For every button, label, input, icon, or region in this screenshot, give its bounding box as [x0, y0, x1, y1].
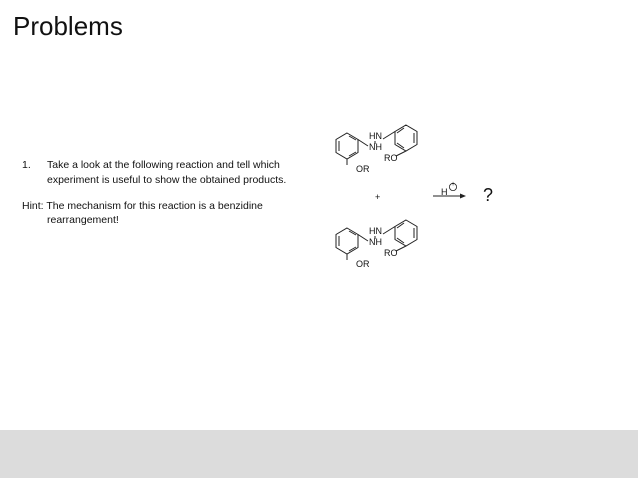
product-question-mark: ?: [483, 185, 494, 205]
m2-hn-label: HN: [369, 226, 382, 236]
question-number: 1.: [22, 159, 31, 171]
m2-or-label: OR: [356, 259, 370, 269]
m2-nh-label: NH: [369, 237, 382, 247]
footer-bar: [0, 430, 638, 478]
question-text: Take a look at the following reaction and tell which experiment is useful to show the obtained products.: [47, 159, 287, 186]
reagent-label: H: [441, 187, 448, 197]
hint-line-2: rearrangement!: [47, 214, 119, 226]
hint-line-1: Hint: The mechanism for this reaction is a benzidine: [22, 200, 263, 212]
m1-hn-label: HN: [369, 131, 382, 141]
m1-nh-label: NH: [369, 142, 382, 152]
slide-title: Problems: [13, 11, 123, 41]
plus-sign: +: [375, 192, 381, 202]
reaction-arrow: [433, 194, 466, 199]
positive-charge-label: +: [451, 181, 456, 188]
m2-ro-label: RO: [384, 248, 398, 258]
m1-or-label: OR: [356, 164, 370, 174]
m1-ro-label: RO: [384, 153, 398, 163]
